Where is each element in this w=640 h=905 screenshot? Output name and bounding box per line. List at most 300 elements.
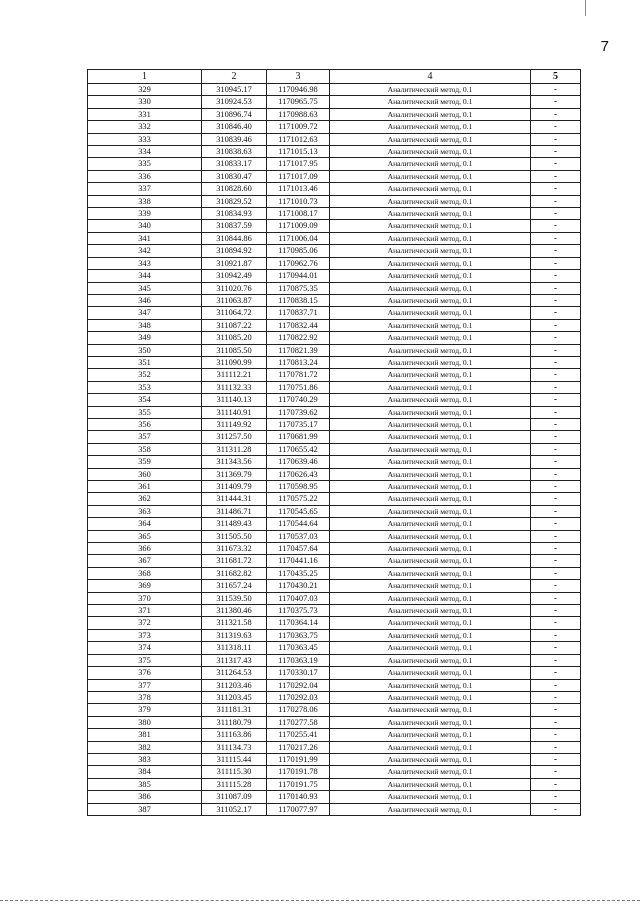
table-row [88,183,581,195]
y-coordinate-cell: 1170639.46 [267,456,330,468]
x-coordinate-cell: 310834.93 [202,208,267,220]
description-cell: - [531,667,581,679]
y-coordinate-cell: 1170545.65 [267,505,330,517]
method-cell: Аналитический метод, 0.1 [330,468,531,480]
method-cell: Аналитический метод, 0.1 [330,791,531,803]
scan-corner-mark [585,0,586,16]
table-row [88,729,581,741]
x-coordinate-cell: 311317.43 [202,654,267,666]
y-coordinate-cell: 1170217.26 [267,741,330,753]
y-coordinate-cell: 1170457.64 [267,543,330,555]
description-cell: - [531,245,581,257]
y-coordinate-cell: 1171017.09 [267,170,330,182]
point-number-cell: 382 [88,741,202,753]
x-coordinate-cell: 311163.86 [202,729,267,741]
x-coordinate-cell: 311180.79 [202,716,267,728]
table-row [88,133,581,145]
description-cell: - [531,96,581,108]
point-number-cell: 387 [88,803,202,815]
point-number-cell: 349 [88,332,202,344]
table-row [88,282,581,294]
table-row [88,679,581,691]
x-coordinate-cell: 310829.52 [202,195,267,207]
table-row [88,555,581,567]
description-cell: - [531,208,581,220]
point-number-cell: 352 [88,369,202,381]
method-cell: Аналитический метод, 0.1 [330,319,531,331]
description-cell: - [531,257,581,269]
table-row [88,493,581,505]
point-number-cell: 380 [88,716,202,728]
column-header-description: 5 [531,70,581,84]
x-coordinate-cell: 310844.86 [202,232,267,244]
point-number-cell: 333 [88,133,202,145]
description-cell: - [531,679,581,691]
description-cell: - [531,332,581,344]
method-cell: Аналитический метод, 0.1 [330,108,531,120]
y-coordinate-cell: 1170655.42 [267,443,330,455]
table-row [88,567,581,579]
y-coordinate-cell: 1170944.01 [267,270,330,282]
column-header-method: 4 [330,70,531,84]
point-number-cell: 361 [88,481,202,493]
table-row [88,257,581,269]
x-coordinate-cell: 311264.53 [202,667,267,679]
x-coordinate-cell: 311087.09 [202,791,267,803]
point-number-cell: 370 [88,592,202,604]
y-coordinate-cell: 1170277.58 [267,716,330,728]
point-number-cell: 356 [88,418,202,430]
method-cell: Аналитический метод, 0.1 [330,133,531,145]
description-cell: - [531,431,581,443]
table-row [88,356,581,368]
x-coordinate-cell: 311020.76 [202,282,267,294]
method-cell: Аналитический метод, 0.1 [330,766,531,778]
table-row [88,505,581,517]
description-cell: - [531,580,581,592]
description-cell: - [531,518,581,530]
method-cell: Аналитический метод, 0.1 [330,121,531,133]
y-coordinate-cell: 1170575.22 [267,493,330,505]
x-coordinate-cell: 311087.22 [202,319,267,331]
table-row [88,369,581,381]
y-coordinate-cell: 1171009.72 [267,121,330,133]
method-cell: Аналитический метод, 0.1 [330,232,531,244]
table-row [88,270,581,282]
x-coordinate-cell: 310828.60 [202,183,267,195]
point-number-cell: 371 [88,605,202,617]
table-row [88,332,581,344]
point-number-cell: 355 [88,406,202,418]
point-number-cell: 358 [88,443,202,455]
table-body [88,84,581,816]
description-cell: - [531,232,581,244]
description-cell: - [531,456,581,468]
point-number-cell: 331 [88,108,202,120]
point-number-cell: 378 [88,691,202,703]
point-number-cell: 379 [88,704,202,716]
method-cell: Аналитический метод, 0.1 [330,369,531,381]
table-row [88,431,581,443]
x-coordinate-cell: 310945.17 [202,84,267,96]
description-cell: - [531,220,581,232]
table-row [88,108,581,120]
method-cell: Аналитический метод, 0.1 [330,803,531,815]
y-coordinate-cell: 1171008.17 [267,208,330,220]
point-number-cell: 381 [88,729,202,741]
description-cell: - [531,530,581,542]
x-coordinate-cell: 310833.17 [202,158,267,170]
y-coordinate-cell: 1170363.45 [267,642,330,654]
x-coordinate-cell: 310838.63 [202,146,267,158]
table-row [88,96,581,108]
table-row [88,654,581,666]
y-coordinate-cell: 1170822.92 [267,332,330,344]
table-row [88,580,581,592]
method-cell: Аналитический метод, 0.1 [330,704,531,716]
table-row [88,791,581,803]
x-coordinate-cell: 311112.21 [202,369,267,381]
method-cell: Аналитический метод, 0.1 [330,753,531,765]
point-number-cell: 341 [88,232,202,244]
method-cell: Аналитический метод, 0.1 [330,170,531,182]
y-coordinate-cell: 1170837.71 [267,307,330,319]
description-cell: - [531,294,581,306]
y-coordinate-cell: 1170191.78 [267,766,330,778]
description-cell: - [531,741,581,753]
x-coordinate-cell: 311257.50 [202,431,267,443]
point-number-cell: 362 [88,493,202,505]
x-coordinate-cell: 311203.46 [202,679,267,691]
x-coordinate-cell: 311090.99 [202,356,267,368]
y-coordinate-cell: 1170140.93 [267,791,330,803]
point-number-cell: 348 [88,319,202,331]
y-coordinate-cell: 1170598.95 [267,481,330,493]
point-number-cell: 385 [88,778,202,790]
point-number-cell: 369 [88,580,202,592]
description-cell: - [531,629,581,641]
x-coordinate-cell: 311132.33 [202,381,267,393]
table-row [88,642,581,654]
description-cell: - [531,319,581,331]
description-cell: - [531,170,581,182]
method-cell: Аналитический метод, 0.1 [330,530,531,542]
point-number-cell: 386 [88,791,202,803]
table-row [88,394,581,406]
point-number-cell: 334 [88,146,202,158]
y-coordinate-cell: 1170435.25 [267,567,330,579]
x-coordinate-cell: 311380.46 [202,605,267,617]
table-header-row [88,70,581,84]
x-coordinate-cell: 311321.58 [202,617,267,629]
x-coordinate-cell: 311085.20 [202,332,267,344]
y-coordinate-cell: 1170739.62 [267,406,330,418]
x-coordinate-cell: 311063.87 [202,294,267,306]
point-number-cell: 364 [88,518,202,530]
x-coordinate-cell: 311064.72 [202,307,267,319]
table-row [88,704,581,716]
table-row [88,220,581,232]
description-cell: - [531,803,581,815]
table-row [88,294,581,306]
point-number-cell: 332 [88,121,202,133]
description-cell: - [531,84,581,96]
y-coordinate-cell: 1171017.95 [267,158,330,170]
y-coordinate-cell: 1170832.44 [267,319,330,331]
y-coordinate-cell: 1170363.19 [267,654,330,666]
method-cell: Аналитический метод, 0.1 [330,96,531,108]
x-coordinate-cell: 311318.11 [202,642,267,654]
point-number-cell: 363 [88,505,202,517]
x-coordinate-cell: 311369.79 [202,468,267,480]
scan-bottom-rule [0,900,640,901]
description-cell: - [531,592,581,604]
x-coordinate-cell: 311140.91 [202,406,267,418]
x-coordinate-cell: 310896.74 [202,108,267,120]
method-cell: Аналитический метод, 0.1 [330,183,531,195]
method-cell: Аналитический метод, 0.1 [330,592,531,604]
table-row [88,753,581,765]
point-number-cell: 351 [88,356,202,368]
description-cell: - [531,543,581,555]
description-cell: - [531,605,581,617]
y-coordinate-cell: 1170735.17 [267,418,330,430]
description-cell: - [531,642,581,654]
y-coordinate-cell: 1170537.03 [267,530,330,542]
table-row [88,617,581,629]
y-coordinate-cell: 1170407.03 [267,592,330,604]
y-coordinate-cell: 1170364.14 [267,617,330,629]
x-coordinate-cell: 311140.13 [202,394,267,406]
y-coordinate-cell: 1170077.97 [267,803,330,815]
point-number-cell: 357 [88,431,202,443]
method-cell: Аналитический метод, 0.1 [330,555,531,567]
x-coordinate-cell: 311052.17 [202,803,267,815]
table-row [88,543,581,555]
point-number-cell: 360 [88,468,202,480]
method-cell: Аналитический метод, 0.1 [330,418,531,430]
description-cell: - [531,158,581,170]
point-number-cell: 359 [88,456,202,468]
x-coordinate-cell: 311203.45 [202,691,267,703]
point-number-cell: 383 [88,753,202,765]
method-cell: Аналитический метод, 0.1 [330,344,531,356]
y-coordinate-cell: 1171006.04 [267,232,330,244]
x-coordinate-cell: 311181.31 [202,704,267,716]
x-coordinate-cell: 310921.87 [202,257,267,269]
table-row [88,605,581,617]
method-cell: Аналитический метод, 0.1 [330,505,531,517]
table-row [88,456,581,468]
y-coordinate-cell: 1170363.75 [267,629,330,641]
table-row [88,195,581,207]
point-number-cell: 346 [88,294,202,306]
point-number-cell: 336 [88,170,202,182]
point-number-cell: 337 [88,183,202,195]
table-row [88,245,581,257]
x-coordinate-cell: 311343.56 [202,456,267,468]
method-cell: Аналитический метод, 0.1 [330,518,531,530]
method-cell: Аналитический метод, 0.1 [330,208,531,220]
x-coordinate-cell: 311681.72 [202,555,267,567]
point-number-cell: 350 [88,344,202,356]
y-coordinate-cell: 1170740.29 [267,394,330,406]
method-cell: Аналитический метод, 0.1 [330,716,531,728]
page-number: 7 [600,38,609,55]
method-cell: Аналитический метод, 0.1 [330,543,531,555]
table-row [88,381,581,393]
method-cell: Аналитический метод, 0.1 [330,443,531,455]
method-cell: Аналитический метод, 0.1 [330,406,531,418]
table-row [88,418,581,430]
point-number-cell: 375 [88,654,202,666]
x-coordinate-cell: 311115.30 [202,766,267,778]
point-number-cell: 376 [88,667,202,679]
table-row [88,232,581,244]
table-row [88,691,581,703]
method-cell: Аналитический метод, 0.1 [330,493,531,505]
x-coordinate-cell: 310924.53 [202,96,267,108]
x-coordinate-cell: 311115.28 [202,778,267,790]
y-coordinate-cell: 1170781.72 [267,369,330,381]
method-cell: Аналитический метод, 0.1 [330,294,531,306]
description-cell: - [531,753,581,765]
method-cell: Аналитический метод, 0.1 [330,146,531,158]
method-cell: Аналитический метод, 0.1 [330,691,531,703]
point-number-cell: 330 [88,96,202,108]
x-coordinate-cell: 311489.43 [202,518,267,530]
method-cell: Аналитический метод, 0.1 [330,307,531,319]
table-row [88,344,581,356]
description-cell: - [531,270,581,282]
table-row [88,766,581,778]
y-coordinate-cell: 1170838.15 [267,294,330,306]
y-coordinate-cell: 1170191.75 [267,778,330,790]
point-number-cell: 372 [88,617,202,629]
description-cell: - [531,468,581,480]
point-number-cell: 345 [88,282,202,294]
method-cell: Аналитический метод, 0.1 [330,84,531,96]
table-row [88,208,581,220]
y-coordinate-cell: 1170292.04 [267,679,330,691]
y-coordinate-cell: 1170813.24 [267,356,330,368]
point-number-cell: 354 [88,394,202,406]
point-number-cell: 340 [88,220,202,232]
point-number-cell: 367 [88,555,202,567]
point-number-cell: 344 [88,270,202,282]
description-cell: - [531,344,581,356]
description-cell: - [531,183,581,195]
x-coordinate-cell: 310839.46 [202,133,267,145]
table-row [88,592,581,604]
table-row [88,121,581,133]
table-row [88,319,581,331]
description-cell: - [531,654,581,666]
table-row [88,307,581,319]
x-coordinate-cell: 311657.24 [202,580,267,592]
description-cell: - [531,307,581,319]
y-coordinate-cell: 1170985.06 [267,245,330,257]
point-number-cell: 374 [88,642,202,654]
description-cell: - [531,406,581,418]
description-cell: - [531,716,581,728]
y-coordinate-cell: 1171010.73 [267,195,330,207]
x-coordinate-cell: 311486.71 [202,505,267,517]
method-cell: Аналитический метод, 0.1 [330,220,531,232]
x-coordinate-cell: 310942.49 [202,270,267,282]
point-number-cell: 365 [88,530,202,542]
description-cell: - [531,121,581,133]
x-coordinate-cell: 310846.40 [202,121,267,133]
x-coordinate-cell: 311673.32 [202,543,267,555]
column-header-point-number: 1 [88,70,202,84]
method-cell: Аналитический метод, 0.1 [330,431,531,443]
y-coordinate-cell: 1171009.09 [267,220,330,232]
description-cell: - [531,555,581,567]
y-coordinate-cell: 1170430.21 [267,580,330,592]
table-row [88,741,581,753]
table-row [88,667,581,679]
table-row [88,716,581,728]
table-row [88,146,581,158]
description-cell: - [531,791,581,803]
y-coordinate-cell: 1170751.86 [267,381,330,393]
y-coordinate-cell: 1170965.75 [267,96,330,108]
method-cell: Аналитический метод, 0.1 [330,456,531,468]
point-number-cell: 347 [88,307,202,319]
point-number-cell: 373 [88,629,202,641]
point-number-cell: 366 [88,543,202,555]
point-number-cell: 343 [88,257,202,269]
y-coordinate-cell: 1170375.73 [267,605,330,617]
table-row [88,468,581,480]
x-coordinate-cell: 311539.50 [202,592,267,604]
method-cell: Аналитический метод, 0.1 [330,195,531,207]
method-cell: Аналитический метод, 0.1 [330,580,531,592]
description-cell: - [531,356,581,368]
method-cell: Аналитический метод, 0.1 [330,617,531,629]
x-coordinate-cell: 311134.73 [202,741,267,753]
method-cell: Аналитический метод, 0.1 [330,282,531,294]
description-cell: - [531,133,581,145]
y-coordinate-cell: 1171015.13 [267,146,330,158]
table-row [88,778,581,790]
point-number-cell: 342 [88,245,202,257]
x-coordinate-cell: 311311.28 [202,443,267,455]
table-row [88,518,581,530]
x-coordinate-cell: 310837.59 [202,220,267,232]
x-coordinate-cell: 310894.92 [202,245,267,257]
method-cell: Аналитический метод, 0.1 [330,245,531,257]
table-row [88,84,581,96]
description-cell: - [531,691,581,703]
y-coordinate-cell: 1171013.46 [267,183,330,195]
method-cell: Аналитический метод, 0.1 [330,741,531,753]
method-cell: Аналитический метод, 0.1 [330,667,531,679]
y-coordinate-cell: 1171012.63 [267,133,330,145]
point-number-cell: 353 [88,381,202,393]
description-cell: - [531,394,581,406]
x-coordinate-cell: 311505.50 [202,530,267,542]
y-coordinate-cell: 1170191.99 [267,753,330,765]
point-number-cell: 329 [88,84,202,96]
method-cell: Аналитический метод, 0.1 [330,356,531,368]
coordinates-table [87,69,581,816]
description-cell: - [531,369,581,381]
x-coordinate-cell: 311319.63 [202,629,267,641]
y-coordinate-cell: 1170255.41 [267,729,330,741]
point-number-cell: 368 [88,567,202,579]
